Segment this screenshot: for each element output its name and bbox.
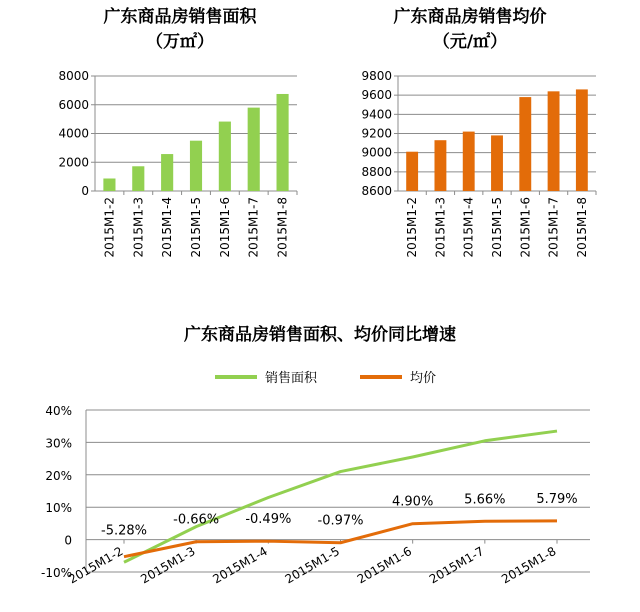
data-label: -0.97% — [317, 513, 364, 529]
y-tick-label: 9600 — [361, 88, 392, 103]
growth-chart-panel — [41, 324, 590, 586]
bar — [103, 178, 115, 191]
y-tick-label: 9200 — [361, 126, 392, 141]
data-label: 4.90% — [392, 494, 434, 510]
y-tick-label: 8800 — [361, 164, 392, 179]
bar — [248, 108, 260, 191]
bar — [277, 94, 289, 191]
chart-subtitle: （元/㎡） — [432, 32, 508, 52]
x-tick-label: 2015M1-2 — [102, 197, 117, 258]
data-label: -5.28% — [101, 523, 147, 539]
y-tick-label: 8600 — [361, 184, 392, 198]
x-tick-label: 2015M1-5 — [490, 197, 504, 258]
bar — [190, 141, 202, 191]
x-tick-label: 2015M1-2 — [66, 544, 126, 587]
data-label: -0.66% — [173, 512, 220, 528]
y-tick-label: 20% — [45, 468, 72, 483]
data-label: 5.79% — [536, 491, 578, 507]
y-tick-label: 0 — [64, 533, 72, 548]
y-tick-label: 9800 — [361, 69, 392, 83]
y-tick-label: 9400 — [361, 107, 392, 122]
bar — [519, 97, 531, 191]
x-tick-label: 2015M1-3 — [131, 197, 146, 258]
legend-label: 销售面积 — [265, 371, 318, 386]
bar — [406, 152, 418, 191]
x-tick-label: 2015M1-3 — [138, 544, 198, 587]
x-tick-label: 2015M1-6 — [354, 544, 415, 587]
x-tick-label: 2015M1-6 — [518, 197, 533, 258]
bar — [132, 166, 144, 191]
x-tick-label: 2015M1-3 — [433, 197, 448, 258]
x-tick-label: 2015M1-6 — [217, 197, 232, 258]
bar — [463, 132, 475, 191]
y-tick-label: 6000 — [58, 97, 89, 112]
data-label: 5.66% — [464, 492, 506, 508]
x-tick-label: 2015M1-8 — [275, 197, 290, 258]
x-tick-label: 2015M1-4 — [461, 197, 476, 258]
y-tick-label: 8000 — [58, 69, 89, 83]
x-tick-label: 2015M1-5 — [189, 197, 203, 258]
x-tick-label: 2015M1-4 — [210, 544, 270, 587]
bar — [219, 122, 231, 191]
y-tick-label: 2000 — [58, 155, 89, 170]
area-chart-panel — [58, 6, 297, 258]
bar — [161, 154, 173, 191]
chart-title: 广东商品房销售面积、均价同比增速 — [184, 325, 456, 345]
x-tick-label: 2015M1-7 — [426, 544, 487, 587]
x-tick-label: 2015M1-5 — [282, 544, 342, 587]
x-tick-label: 2015M1-4 — [160, 197, 175, 258]
bar — [576, 89, 588, 191]
chart-title: 广东商品房销售均价 — [393, 7, 547, 27]
y-tick-label: 9000 — [361, 145, 392, 160]
x-tick-label: 2015M1-7 — [546, 197, 561, 258]
bar — [434, 140, 446, 191]
legend — [215, 370, 436, 386]
x-tick-label: 2015M1-8 — [574, 197, 589, 258]
data-label: -0.49% — [245, 512, 292, 528]
bar — [548, 91, 560, 191]
y-tick-label: 0 — [81, 184, 89, 198]
y-tick-label: 10% — [45, 501, 72, 516]
x-tick-label: 2015M1-7 — [246, 197, 261, 258]
y-tick-label: 40% — [45, 404, 72, 418]
price-chart-panel — [361, 6, 596, 258]
chart-title: 广东商品房销售面积 — [103, 7, 257, 27]
x-tick-label: 2015M1-8 — [499, 544, 559, 587]
x-tick-label: 2015M1-2 — [405, 197, 420, 258]
y-tick-label: 4000 — [58, 126, 89, 141]
chart-subtitle: （万㎡） — [146, 32, 214, 52]
y-tick-label: -10% — [40, 566, 72, 580]
y-tick-label: 30% — [45, 436, 72, 451]
legend-label: 均价 — [410, 371, 437, 386]
bar — [491, 135, 503, 191]
